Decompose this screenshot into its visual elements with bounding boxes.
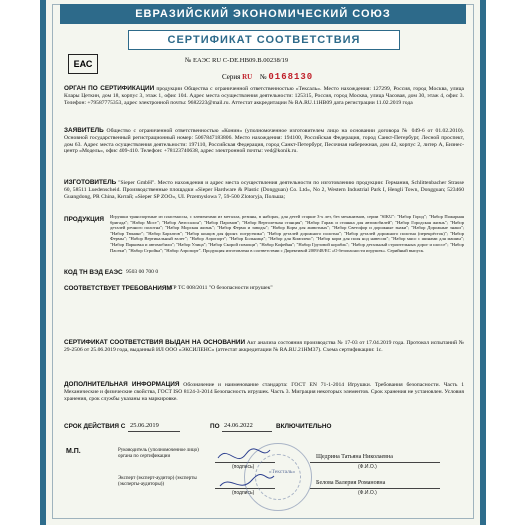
product-text: Игрушки транспортные из пластмассы, с элементами из металла, резины, в наборах, для детей старше 3-х лет, без механизмов, серии "SIKU": "Набор Город"; "Набор Пожарная бригада"; "Набор Мост"; "Набор Автосалон"; "Набор Паромов"; "Набор Вертолетная станция"; "Набор Гараж и стоянка для автомобилей"; "Набор Городская жизнь"; "Набор деталей речного полотна"; "Набор Морская жизнь"; "Набор Ферма и заводы"; "Набор Корм для животных"; "Набор Светофор и дорожные знаки"; "Набор Дорожные знаки"; "Набор Тюнинг"; "Набор Бархатов"; "Набор концов для фронт. погрузчика"; "Набор деталей дорожного полотна"; "Набор деталей дорожного полотна (перекрёсток)"; "Набор Фермы"; "Набор Вертикальный взлет"; "Набор Аэропорт"; "Набор Больница"; "Набор для Комплекс"; "Набор корм для поля нод навесом"; "Набор мясо с шинами для машин"; "Набор Парковка и автомобили"; "Набор Улица"; "Набор Скорой помощи"; "Набор Кофейня"; "Набор Грузовой корабль"; "Набор детальный строительных дорог и шоссе"; "Набор Пасеки"; "Набор Стройка"; "Набор Аэропорт". Продукция изготовлена в соответствии с Директивой 2009/48/ЕС «О безопасности игрушек». Серийный выпуск. (110, 214, 464, 253)
applicant-label: ЗАЯВИТЕЛЬ (64, 127, 104, 134)
certificate-number: № ЕАЭС RU С-DE.НВ09.В.00238/19 (185, 57, 289, 64)
organ-label: ОРГАН ПО СЕРТИФИКАЦИИ (64, 85, 155, 92)
expert-name-line (310, 488, 440, 489)
validity-to-label: ПО (210, 423, 220, 430)
applicant-text: Общество с ограниченной ответственностью «Конин» (уполномоченное изготовителем лицо на основании договора № 049-6 от 01.02.2010). Основной государственный регистрационный номер: 5067847183806. Место нахождения: 194100, Российская Федерация, город Санкт-Петербург, Лесной проспект, дом 63. Адрес места осуществления деятельности: 197110, Российская Федерация, город Санкт-Петербург, Песочная набережная, дом 42, корпус 2, литер А, Бизнес-центр «Модель», офис 409-410. Телефон: +78123740638, адрес электронной почты: ved@konik.ru. (64, 128, 464, 155)
organ-section (64, 86, 464, 106)
seal-text: «Тексталь» (268, 469, 296, 475)
validity-to: 24.06.2022 (224, 422, 253, 429)
expert-signature-caption: (подпись) (232, 490, 255, 496)
requirements-value: ТР ТС 008/2011 "О безопасности игрушек" (170, 285, 273, 291)
stamp-place-mark: М.П. (66, 448, 81, 455)
applicant-section (64, 128, 464, 155)
requirements-label: СООТВЕТСТВУЕТ ТРЕБОВАНИЯМ (64, 285, 172, 292)
head-name: Щедрина Татьяна Николаевна (316, 454, 393, 460)
basis-label: СЕРТИФИКАТ СООТВЕТСТВИЯ ВЫДАН НА ОСНОВАНИИ (64, 339, 246, 346)
validity-from: 25.06.2019 (130, 422, 159, 429)
serial-line (222, 72, 313, 82)
validity-to-line (222, 431, 272, 432)
head-name-caption: (Ф.И.О.) (358, 464, 377, 470)
organ-text: продукции Общества с ограниченной ответственностью «Тексаль». Место нахождения: 127299, Россия, город Москва, улица Клары Цеткин, дом 18, корпус 3, этаж 1, офис 104. Адрес места осуществления деятельности: 125315, Россия, город Москва, улица Часовая, дом 30, этаж 4, офис 3. Телефон: +79587775353, адрес электронной почты: 9682223@mail.ru. Аттестат аккредитации № RA.RU.11НВ09 дата регистрации 11.02.2019 года (64, 86, 464, 106)
eac-mark: ЕАС (68, 54, 98, 74)
additional-section (64, 382, 464, 402)
tnved-value: 9503 00 700 0 (126, 269, 159, 275)
union-banner: ЕВРАЗИЙСКИЙ ЭКОНОМИЧЕСКИЙ СОЮЗ (60, 4, 466, 24)
expert-name-caption: (Ф.И.О.) (358, 490, 377, 496)
product-label: ПРОДУКЦИЯ (64, 216, 105, 223)
manufacturer-section (64, 180, 464, 200)
additional-label: ДОПОЛНИТЕЛЬНАЯ ИНФОРМАЦИЯ (64, 381, 180, 388)
tnved-label: КОД ТН ВЭД ЕАЭС (64, 269, 123, 276)
expert-label: Эксперт (эксперт-аудитор) (эксперты (эксперты-аудиторы)) (118, 476, 197, 487)
head-name-line (310, 462, 440, 463)
manufacturer-label: ИЗГОТОВИТЕЛЬ (64, 179, 117, 186)
validity-label: СРОК ДЕЙСТВИЯ С (64, 423, 126, 430)
certificate-title: СЕРТИФИКАТ СООТВЕТСТВИЯ (128, 30, 400, 50)
signature-scribbles (210, 440, 280, 500)
series-label: Серия (222, 73, 241, 81)
validity-note: ВКЛЮЧИТЕЛЬНО (276, 423, 332, 430)
basis-text: Акт анализа состояния производства № 17-03 от 17.04.2019 года. Протокол испытаний № 29-2506 от 25.06.2019 года, выданный ИЛ ООО «ЭКСИЛЕНС» (аттестат аккредитации № RA.RU.21НМ37). Схема сертификации: 1с. (64, 340, 464, 353)
head-label: Руководитель (уполномоченное лицо) органа по сертификации (118, 448, 199, 459)
additional-text: Обозначение и наименование стандарта: ГОСТ EN 71-1-2014 Игрушки. Требования безопасности. Часть 1 Механические и физические свойства, ГОСТ ISO 8124-3-2014 Безопасность игрушек. Часть 3. Миграция некоторых элементов. Срок хранения не установлен. Условия хранения, срок службы указаны на маркировке. (64, 382, 464, 402)
expert-signature-scribble (220, 474, 274, 486)
head-signature-caption: (подпись) (232, 464, 255, 470)
serial-number: 0168130 (268, 72, 314, 82)
validity-from-line (128, 431, 180, 432)
head-signature-scribble (218, 449, 270, 459)
serial-prefix: № (259, 73, 267, 81)
expert-name: Белова Валерия Романовна (316, 480, 386, 486)
basis-section (64, 340, 464, 354)
series-value: RU (242, 73, 253, 81)
manufacturer-text: "Sieper GmbH". Место нахождения и адрес места осуществления деятельности по изготовлению продукции: Германия, Schlittenbacher Strasse 60, 58511 Luedenscheid. Производственные площадки «Sieper Hardware & Plastic (Dongguan) Co. Ltd», No 2, Western Industrial Park I, Hengli Town, Dongguan; 523460 Guangdong, PR China, Китай; «Sieper SP ZOO», UI. Przemyslowa 7, 59-500 Zlotoryja, Польша; (64, 180, 464, 200)
